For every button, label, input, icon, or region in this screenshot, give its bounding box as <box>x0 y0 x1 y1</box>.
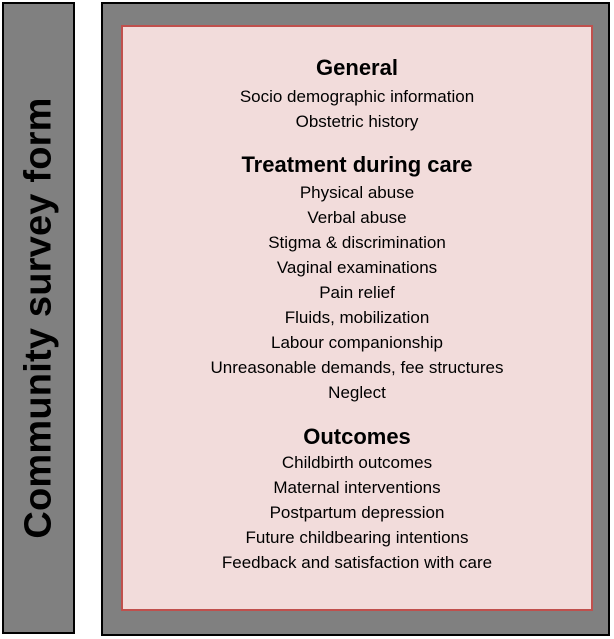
list-item: Pain relief <box>319 283 395 302</box>
list-item: Unreasonable demands, fee structures <box>210 358 504 377</box>
list-item: Vaginal examinations <box>276 258 438 277</box>
list-item: Socio demographic information <box>239 87 475 106</box>
section-heading: General <box>316 55 398 80</box>
section-treatment-during-care <box>123 152 591 405</box>
section-general <box>123 55 591 134</box>
list-item: Feedback and satisfaction with care <box>221 553 493 572</box>
section-outcomes <box>123 424 591 575</box>
list-item: Stigma & discrimination <box>268 233 446 252</box>
list-item: Neglect <box>328 383 386 402</box>
list-item: Labour companionship <box>270 333 443 352</box>
list-item: Verbal abuse <box>307 208 407 227</box>
list-item: Postpartum depression <box>269 503 445 522</box>
list-item: Maternal interventions <box>273 478 441 497</box>
list-item: Physical abuse <box>299 183 415 202</box>
side-label: Community survey form <box>17 97 59 539</box>
list-item: Fluids, mobilization <box>284 308 430 327</box>
side-label-box <box>2 2 75 634</box>
list-item: Obstetric history <box>295 112 419 131</box>
list-item: Childbirth outcomes <box>281 453 433 472</box>
section-heading: Treatment during care <box>241 152 473 177</box>
list-item: Future childbearing intentions <box>245 528 469 547</box>
form-content <box>123 27 591 575</box>
form-content-box <box>121 25 593 611</box>
section-heading: Outcomes <box>303 424 411 449</box>
